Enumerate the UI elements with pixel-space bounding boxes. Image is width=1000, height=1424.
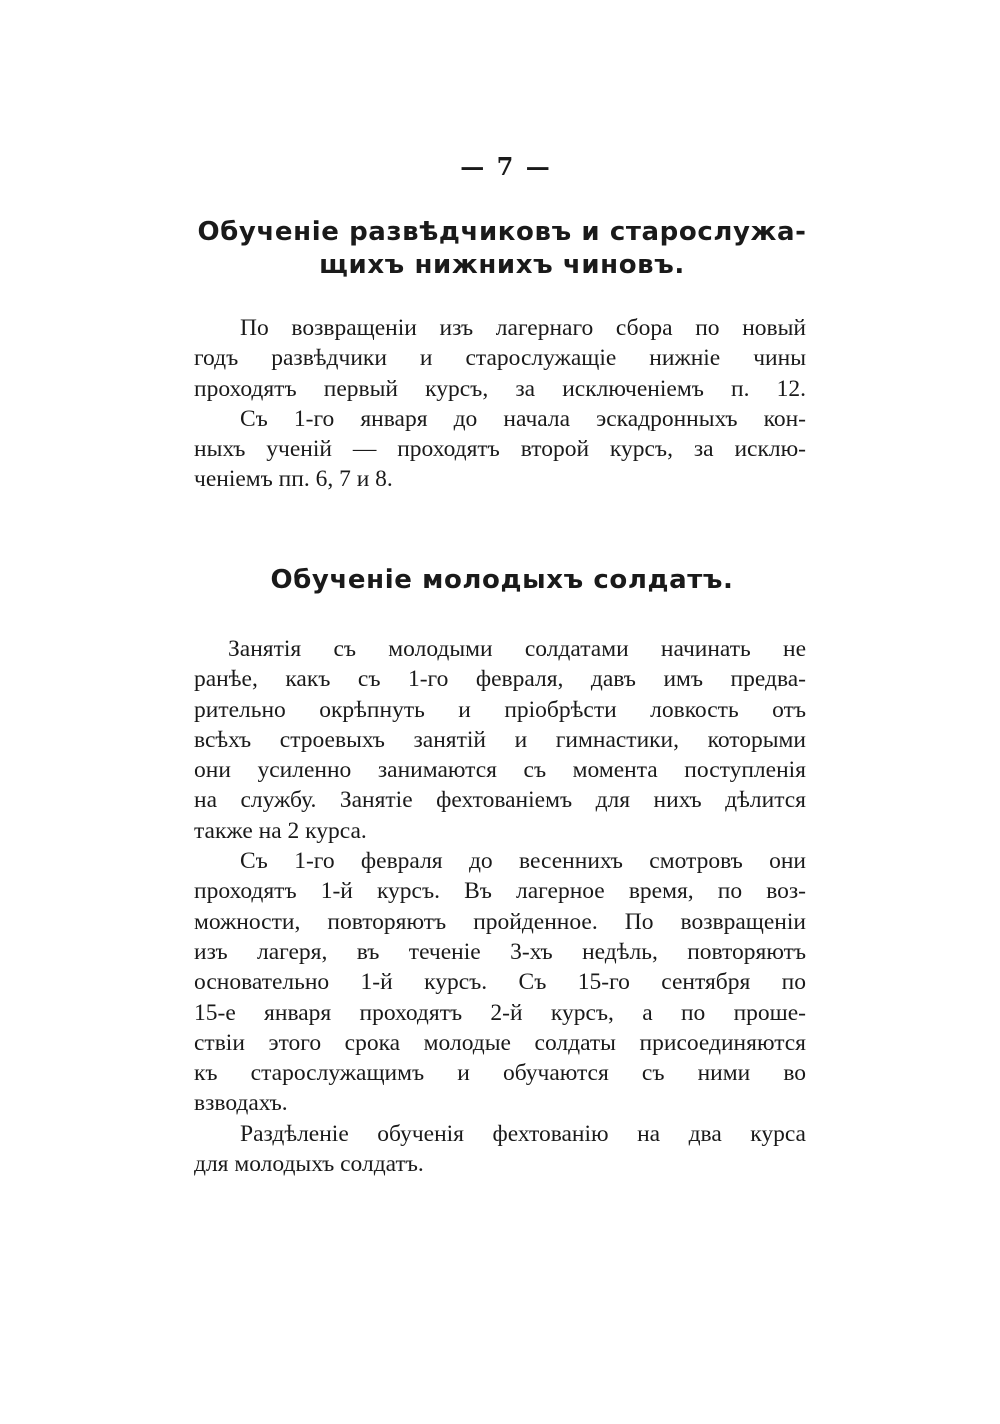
text-line: 15-е января проходятъ 2-й курсъ, а по проше-	[194, 999, 806, 1026]
section-heading-young-soldiers	[190, 564, 814, 597]
text-line: Съ 1-го февраля до весеннихъ смотровъ они	[240, 848, 806, 875]
section-body-scouts	[194, 313, 806, 495]
heading-line: Обученіе развѣдчиковъ и старослужа-	[197, 217, 807, 247]
heading-line: Обученіе молодыхъ солдатъ.	[270, 565, 734, 595]
text-line: ранѣе, какъ съ 1-го февраля, давъ имъ предва-	[194, 666, 806, 693]
text-line: для молодыхъ солдатъ.	[194, 1151, 424, 1178]
text-line: на службу. Занятіе фехтованіемъ для нихъ дѣлится	[194, 787, 806, 814]
text-line: проходятъ 1-й курсъ. Въ лагерное время, по воз-	[194, 878, 806, 905]
text-line: проходятъ первый курсъ, за исключеніемъ п. 12.	[194, 375, 806, 402]
text-line: можности, повторяютъ пройденное. По возвращеніи	[194, 908, 806, 935]
page-number: — 7 —	[460, 152, 552, 181]
text-line: По возвращеніи изъ лагернаго сбора по новый	[240, 315, 806, 341]
text-line: изъ лагеря, въ теченіе 3-хъ недѣль, повторяютъ	[194, 938, 806, 965]
text-line: Занятія съ молодыми солдатами начинать не	[228, 636, 806, 662]
text-line: ныхъ ученій — проходятъ второй курсъ, за исклю-	[194, 436, 806, 463]
text-line: рительно окрѣпнуть и пріобрѣсти ловкость отъ	[194, 696, 806, 723]
text-line: они усиленно занимаются съ момента поступленія	[194, 757, 806, 784]
text-line: ченіемъ пп. 6, 7 и 8.	[194, 466, 393, 493]
text-line: къ старослужащимъ и обучаются съ ними во	[194, 1060, 806, 1087]
text-line: Раздѣленіе обученія фехтованію на два курса	[240, 1120, 806, 1147]
text-line: всѣхъ строевыхъ занятій и гимнастики, которыми	[194, 726, 806, 753]
text-line: также на 2 курса.	[194, 817, 367, 844]
heading-line: щихъ нижнихъ чиновъ.	[319, 250, 685, 280]
section-body-young-soldiers	[194, 634, 806, 1179]
text-line: основательно 1-й курсъ. Съ 15-го сентября по	[194, 969, 806, 996]
section-heading-scouts	[190, 216, 814, 282]
text-line: годъ развѣдчики и старослужащіе нижніе чины	[194, 345, 806, 372]
text-line: Съ 1-го января до начала эскадронныхъ кон-	[240, 405, 806, 432]
text-line: взводахъ.	[194, 1090, 288, 1117]
text-line: ствіи этого срока молодые солдаты присоединяются	[194, 1029, 806, 1056]
